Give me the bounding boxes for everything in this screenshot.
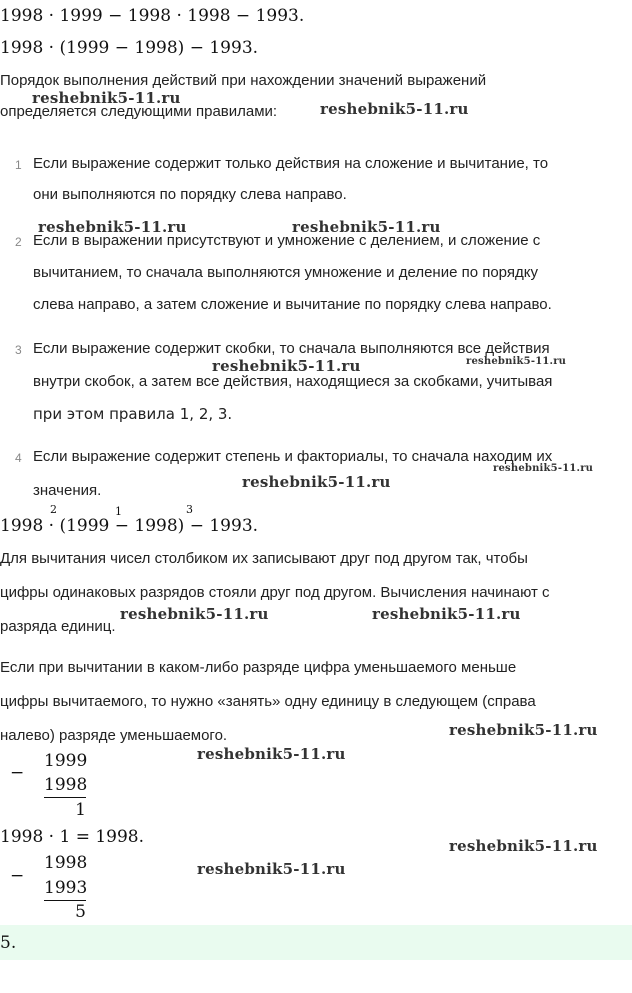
rule-text: они выполняются по порядку слева направо.: [33, 186, 347, 203]
difference: 1: [75, 800, 86, 820]
rule-text: Если выражение содержит скобки, то сначала выполняются все действия: [33, 340, 550, 357]
watermark: reshebnik5-11.ru: [120, 605, 269, 623]
intro-line-2: определяется следующими правилами:: [0, 103, 278, 120]
watermark: reshebnik5-11.ru: [212, 357, 361, 375]
rule-text: вычитанием, то сначала выполняются умножение и деление по порядку: [33, 264, 538, 281]
paragraph-line: налево) разряде уменьшаемого.: [0, 727, 228, 744]
rule-text: Если выражение содержит степень и факториалы, то сначала находим их: [33, 448, 553, 465]
watermark: reshebnik5-11.ru: [493, 463, 594, 474]
watermark: reshebnik5-11.ru: [449, 837, 598, 855]
column-rule: [44, 900, 86, 901]
watermark: reshebnik5-11.ru: [292, 218, 441, 236]
watermark: reshebnik5-11.ru: [38, 218, 187, 236]
watermark: reshebnik5-11.ru: [466, 356, 567, 367]
minuend: 1998: [44, 853, 88, 873]
minuend: 1999: [44, 751, 88, 771]
rule-text: Если в выражении присутствуют и умножение с делением, и сложение с: [33, 232, 541, 249]
paragraph-line: Если при вычитании в каком-либо разряде цифра уменьшаемого меньше: [0, 659, 517, 676]
expression-line-2: 1998 · (1999 − 1998) − 1993.: [0, 38, 259, 58]
paragraph-line: цифры вычитаемого, то нужно «занять» одну единицу в следующем (справа: [0, 693, 536, 710]
answer-bar: [0, 925, 632, 960]
rule-number: 1: [15, 158, 22, 172]
order-mark: 1: [115, 505, 122, 518]
watermark: reshebnik5-11.ru: [197, 745, 346, 763]
rule-text: слева направо, а затем сложение и вычитание по порядку слева направо.: [33, 296, 552, 313]
multiplication-line: 1998 · 1 = 1998.: [0, 827, 145, 847]
rule-number: 3: [15, 343, 22, 357]
rule-text: Если выражение содержит только действия на сложение и вычитание, то: [33, 155, 549, 172]
watermark: reshebnik5-11.ru: [197, 860, 346, 878]
answer: 5.: [0, 933, 17, 953]
rule-text: значения.: [33, 482, 102, 499]
subtrahend: 1993: [44, 878, 88, 898]
watermark: reshebnik5-11.ru: [32, 89, 181, 107]
paragraph-line: Для вычитания чисел столбиком их записывают друг под другом так, чтобы: [0, 550, 528, 567]
difference: 5: [75, 902, 86, 922]
watermark: reshebnik5-11.ru: [320, 100, 469, 118]
subtrahend: 1998: [44, 775, 88, 795]
minus-sign: −: [10, 866, 25, 886]
intro-line-1: Порядок выполнения действий при нахождении значений выражений: [0, 72, 487, 89]
rule-text: при этом правила 1, 2, 3.: [33, 405, 233, 423]
column-rule: [44, 797, 86, 798]
rule-number: 2: [15, 235, 22, 249]
minus-sign: −: [10, 763, 25, 783]
watermark: reshebnik5-11.ru: [242, 473, 391, 491]
watermark: reshebnik5-11.ru: [372, 605, 521, 623]
order-mark: 2: [50, 503, 57, 516]
ordered-expression: 1998 · (1999 − 1998) − 1993.: [0, 516, 259, 536]
watermark: reshebnik5-11.ru: [449, 721, 598, 739]
rule-number: 4: [15, 451, 22, 465]
order-mark: 3: [186, 503, 193, 516]
paragraph-line: разряда единиц.: [0, 618, 116, 635]
expression-line-1: 1998 · 1999 − 1998 · 1998 − 1993.: [0, 6, 305, 26]
rule-text: внутри скобок, а затем все действия, находящиеся за скобками, учитывая: [33, 373, 553, 390]
paragraph-line: цифры одинаковых разрядов стояли друг под другом. Вычисления начинают с: [0, 584, 550, 601]
